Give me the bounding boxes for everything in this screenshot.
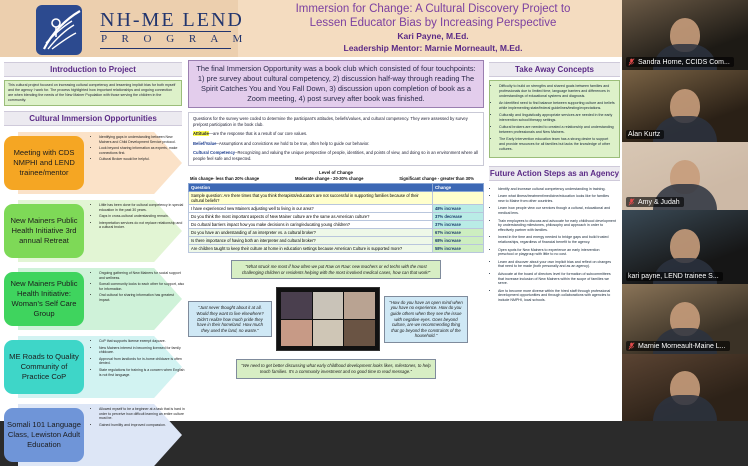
poster-author: Kari Payne, M.Ed. [397,31,469,41]
cultural-competency-def: –Recognizing and valuing the unique perspective of people, identities, and points of view, and doing so in an environment where all people feel safe and respected. [193,149,478,162]
poster-title-block [244,2,622,54]
participant-name: Alan Kurtz [628,131,661,138]
future-heading: Future Action Steps as an Agency [489,166,620,181]
bullet-item: • Gaps in cross-cultural understanding remain. [99,214,185,219]
attitude-term: Attitude [193,131,209,137]
level-legend-item: Moderate change - 20-30% change [295,176,364,182]
survey-table-row [189,205,484,213]
opportunity-row [4,268,185,330]
opportunity-label: Somali 101 Language Class, Lewiston Adult Education [4,408,84,462]
muted-microphone-icon [628,198,635,206]
poster-title-line2: Lessen Educator Bias by Increasing Perspective [309,17,557,29]
person-torso [653,395,717,421]
bullet-item: • New Mainers interest in becoming licensed for family childcare. [99,346,185,355]
poster-middle-column [188,60,484,379]
quote-right: "How do you have an open mind when you have no experience. How do you guide others when they see the issue with negative eyes. Goes beyond culture, are we recommending thing that go beyond the constraints of the household." [384,296,468,343]
logo-rule-bottom [100,48,231,49]
belief-term: Belief/Value [193,140,217,146]
participant-name: kari payne, LEND trainee S... [628,273,719,280]
participant-name: Sandra Horne, CCIDS Com... [638,58,730,66]
future-bullet: • Train employees to discuss and advocate for early childhood development by understanding milestones, philosophy and approach in order to effectively partner with families. [498,219,616,233]
zoom-meeting-screenshot [276,287,380,351]
survey-change-cell: 37% increase [433,221,484,229]
intro-text: This cultural project focused on increasing cultural competency and lessening implicit bias for both myself and the agency I work for. The process highlighted how important relationships and ongoing connection are when blending the needs of the New Mainer Population with those serving the children in the community. [4,80,182,106]
survey-change-cell: 48% increase [433,205,484,213]
survey-table-header-row [189,184,484,192]
bullet-item: • State regulations for training is a concern when English is not first language. [99,368,185,377]
opportunity-bullets [92,203,185,232]
survey-col-header: Change [433,184,484,192]
intro-heading: Introduction to Project [4,62,182,77]
bullet-item: • Cultural Broker would be helpful. [99,157,185,162]
participant-video-strip[interactable] [622,0,748,421]
participant-name-tag [626,57,734,67]
bullet-item: • Oral cultural for sharing information has greatest impact. [99,293,185,302]
survey-question-cell: Sample question: Are there times that you think therapists/educators are not successful in supporting families because of their cultural beliefs? [189,192,433,205]
future-bullet: • Learn how people view our services though a cultural, educational and medical lens. [498,206,616,216]
future-bullet: • Aim to become more diverse within the hired staff through professional development opportunities and through collaborations with agencies to include NMPHI, local schools. [498,289,616,303]
opportunity-row [4,336,185,398]
level-legend-item: Min change- less than 20% change [190,176,260,182]
level-legend-item: Significant change - greater than 30% [399,176,474,182]
belief-def: –Assumptions and convictions we hold to be true, often help to guide our behavior. [216,140,370,146]
survey-table-row [189,213,484,221]
survey-table-row [189,221,484,229]
survey-table-row [189,192,484,205]
survey-change-cell: 58% increase [433,245,484,253]
poster-title-line1: Immersion for Change: A Cultural Discovery Project to [295,3,571,15]
method-text: Questions for the survey were coded to determine the participant's attitudes, beliefs/values, and cultural competency. They were assessed by survey pre/post participation in the book club. [193,116,468,128]
future-bullet: • Learn what illness/treatment/medicine/education looks like for families new to Maine from other countries. [498,194,616,204]
quote-left: "Just never thought about it at all. Would they want to live elsewhere? Didn't realize how much pride they have in their homeland. How much they used the land, no waste." [188,301,272,337]
org-title: NH-ME LEND [100,9,244,31]
participant-tile[interactable] [622,354,748,421]
bullet-item: • Somali community looks to each other for support, also for information. [99,282,185,291]
bullet-item: • Gained humility and improved compassion. [99,423,185,428]
survey-results-table [188,183,484,253]
opportunity-label: Meeting with CDS NMPHI and LEND trainee/mentor [4,136,84,190]
quote-bottom: "We need to get better discussing what early childhood development looks likes, milestones, to help teach families. It's a community investment and no good time to read message." [236,359,436,378]
survey-question-cell: Do you think the most important aspects of New Mainer culture are the same as American culture? [189,213,433,221]
participant-name: Amy & Judah [638,198,680,206]
takeaway-box [489,80,620,158]
future-bullet: • Invest in the time and energy needed to bridge gaps and build trusted relationships, regardless of financial benefit to the agency. [498,235,616,245]
feather-book-logo-icon [34,3,94,57]
survey-table-body [189,192,484,253]
bullet-item: • Identifying gaps in understanding between New Mainers and Child Development Service protocol. [99,135,185,144]
survey-table-row [189,229,484,237]
participant-video [622,354,748,421]
poster-mentor: Leadership Mentor: Marnie Morneault, M.Ed. [343,43,523,53]
survey-change-cell: 68% increase [433,237,484,245]
participant-name-tag [626,197,684,207]
bullet-item: • Ongoing gathering of New Mainers for social support and wellness. [99,271,185,280]
participant-name-tag [626,130,664,139]
cultural-competency-term: Cultural Competency [193,149,236,155]
takeaway-heading: Take Away Concepts [489,62,620,77]
opportunity-bullets [92,135,185,164]
future-bullet: • Open spots for New Mainers to experience an early intervention preschool or playgroup with little to no cost. [498,248,616,258]
opportunities-list [4,132,185,466]
participant-tile[interactable] [622,70,748,142]
participant-tile[interactable] [622,142,748,210]
opportunities-heading: Cultural Immersion Opportunities [4,111,182,126]
future-box [489,184,620,308]
opportunity-bullets [92,339,185,379]
participant-tile[interactable] [622,210,748,284]
participant-name-tag [626,341,730,351]
muted-microphone-icon [628,342,635,350]
future-bullet: • Learn and discover about your own implicit bias and reflect on changes that need to be made (both personally and as an agency). [498,260,616,270]
opportunity-label: New Mainers Public Health Initiative: Woman's Self Care Group [4,272,84,326]
participant-name-tag [626,272,723,281]
future-bullet: • Identify and increase cultural competency understanding in training. [498,187,616,192]
survey-change-cell [433,192,484,205]
survey-table-row [189,245,484,253]
survey-change-cell: 67% increase [433,229,484,237]
bullet-item: • CoP that supports license exempt daycare. [99,339,185,344]
level-of-change-heading: Level of Change [319,170,353,176]
survey-question-cell: Is there importance of having both an interpreter and cultural broker? [189,237,433,245]
survey-change-cell: 37% decrease [433,213,484,221]
takeaway-bullet: • An identified need to find balance between supporting culture and beliefs while implementing state/federal guidelines/testing/expectations. [499,101,615,111]
bullet-item: • Look beyond sharing information as experts, make connections first. [99,146,185,155]
survey-question-cell: Do you have an understanding of an interpreter vs. a cultural broker? [189,229,433,237]
future-list [489,187,618,303]
opportunity-bullets [92,407,185,429]
participant-tile[interactable] [622,284,748,354]
survey-question-cell: Are children taught to keep their culture at home in education settings because American Culture is supported more? [189,245,433,253]
bullet-item: • Approval from landlords for in-home childcare is often denied. [99,357,185,366]
opportunity-bullets [92,271,185,305]
future-bullet: • Advocate at the board of directors level for formation of subcommittees that increase inclusion of New Mainers within the scope of families we serve. [498,272,616,286]
book-club-summary: The final Immersion Opportunity was a book club which consisted of four touchpoints: 1) pre survey about cultural competency, 2) discussion half-way through reading The Spirit Catches You and You Fall Down, 3) discussion upon completion of book as a Zoom meeting, 4) post survey after book was finished. [188,60,484,108]
quote-top: "What struck me most if how often we put Raw on Raw: new teachers or ed techs with the most challenging children or residents helping with the most involved medical cases, how can that work!" [231,260,441,279]
takeaway-list [490,84,617,152]
takeaway-bullet: • Cultural brokers are needed to created a relationship and understanding between professionals and New Mainers. [499,125,615,135]
bullet-item: • Interpretation services do not replace relationship and a cultural broker. [99,221,185,230]
participant-tile[interactable] [622,0,748,70]
opportunity-label: ME Roads to Quality Community of Practice CoP [4,340,84,394]
participant-name: Marnie Morneault-Maine L... [638,342,726,350]
poster-right-column [489,62,620,309]
takeaway-bullet: • Difficulty to build on strengths and shared goals between families and professionals due to limited time, language barriers and differences in understandings of educational systems and diagnosis. [499,84,615,98]
poster-banner [0,0,622,57]
opportunity-row [4,200,182,262]
level-of-change-legend [188,175,484,183]
poster-left-column [4,62,185,466]
takeaway-bullet: • Culturally and linguistically appropriate services are needed in the early intervention school/therapy settings. [499,113,615,123]
definitions-block [188,112,484,166]
survey-table-row [189,237,484,245]
attitude-def: —are the response that is a result of our core values. [208,131,308,137]
bullet-item: • Little has been done for cultural competency in special education in the past 30 years. [99,203,185,212]
opportunity-row [4,132,182,194]
org-subtitle: P R O G R A M [101,33,249,45]
survey-question-cell: Do cultural barriers impact how you make decisions in caring/educating young children? [189,221,433,229]
survey-question-cell: I have experienced new Mainers adjusting well to living in our area? [189,205,433,213]
muted-microphone-icon [628,58,635,66]
opportunity-label: New Mainers Public Health Initiative 3rd annual Retreat [4,204,84,258]
takeaway-bullet: • The Early Intervention education team has a strong desire to support and provide resources for all families but lacks the knowledge of other cultures. [499,137,615,151]
bullet-item: • Allowed myself to be a beginner at a task that is hard in order to perceive how difficult learning an entire culture must be. [99,407,185,421]
opportunity-row [4,404,185,466]
survey-col-header: Question [189,184,433,192]
